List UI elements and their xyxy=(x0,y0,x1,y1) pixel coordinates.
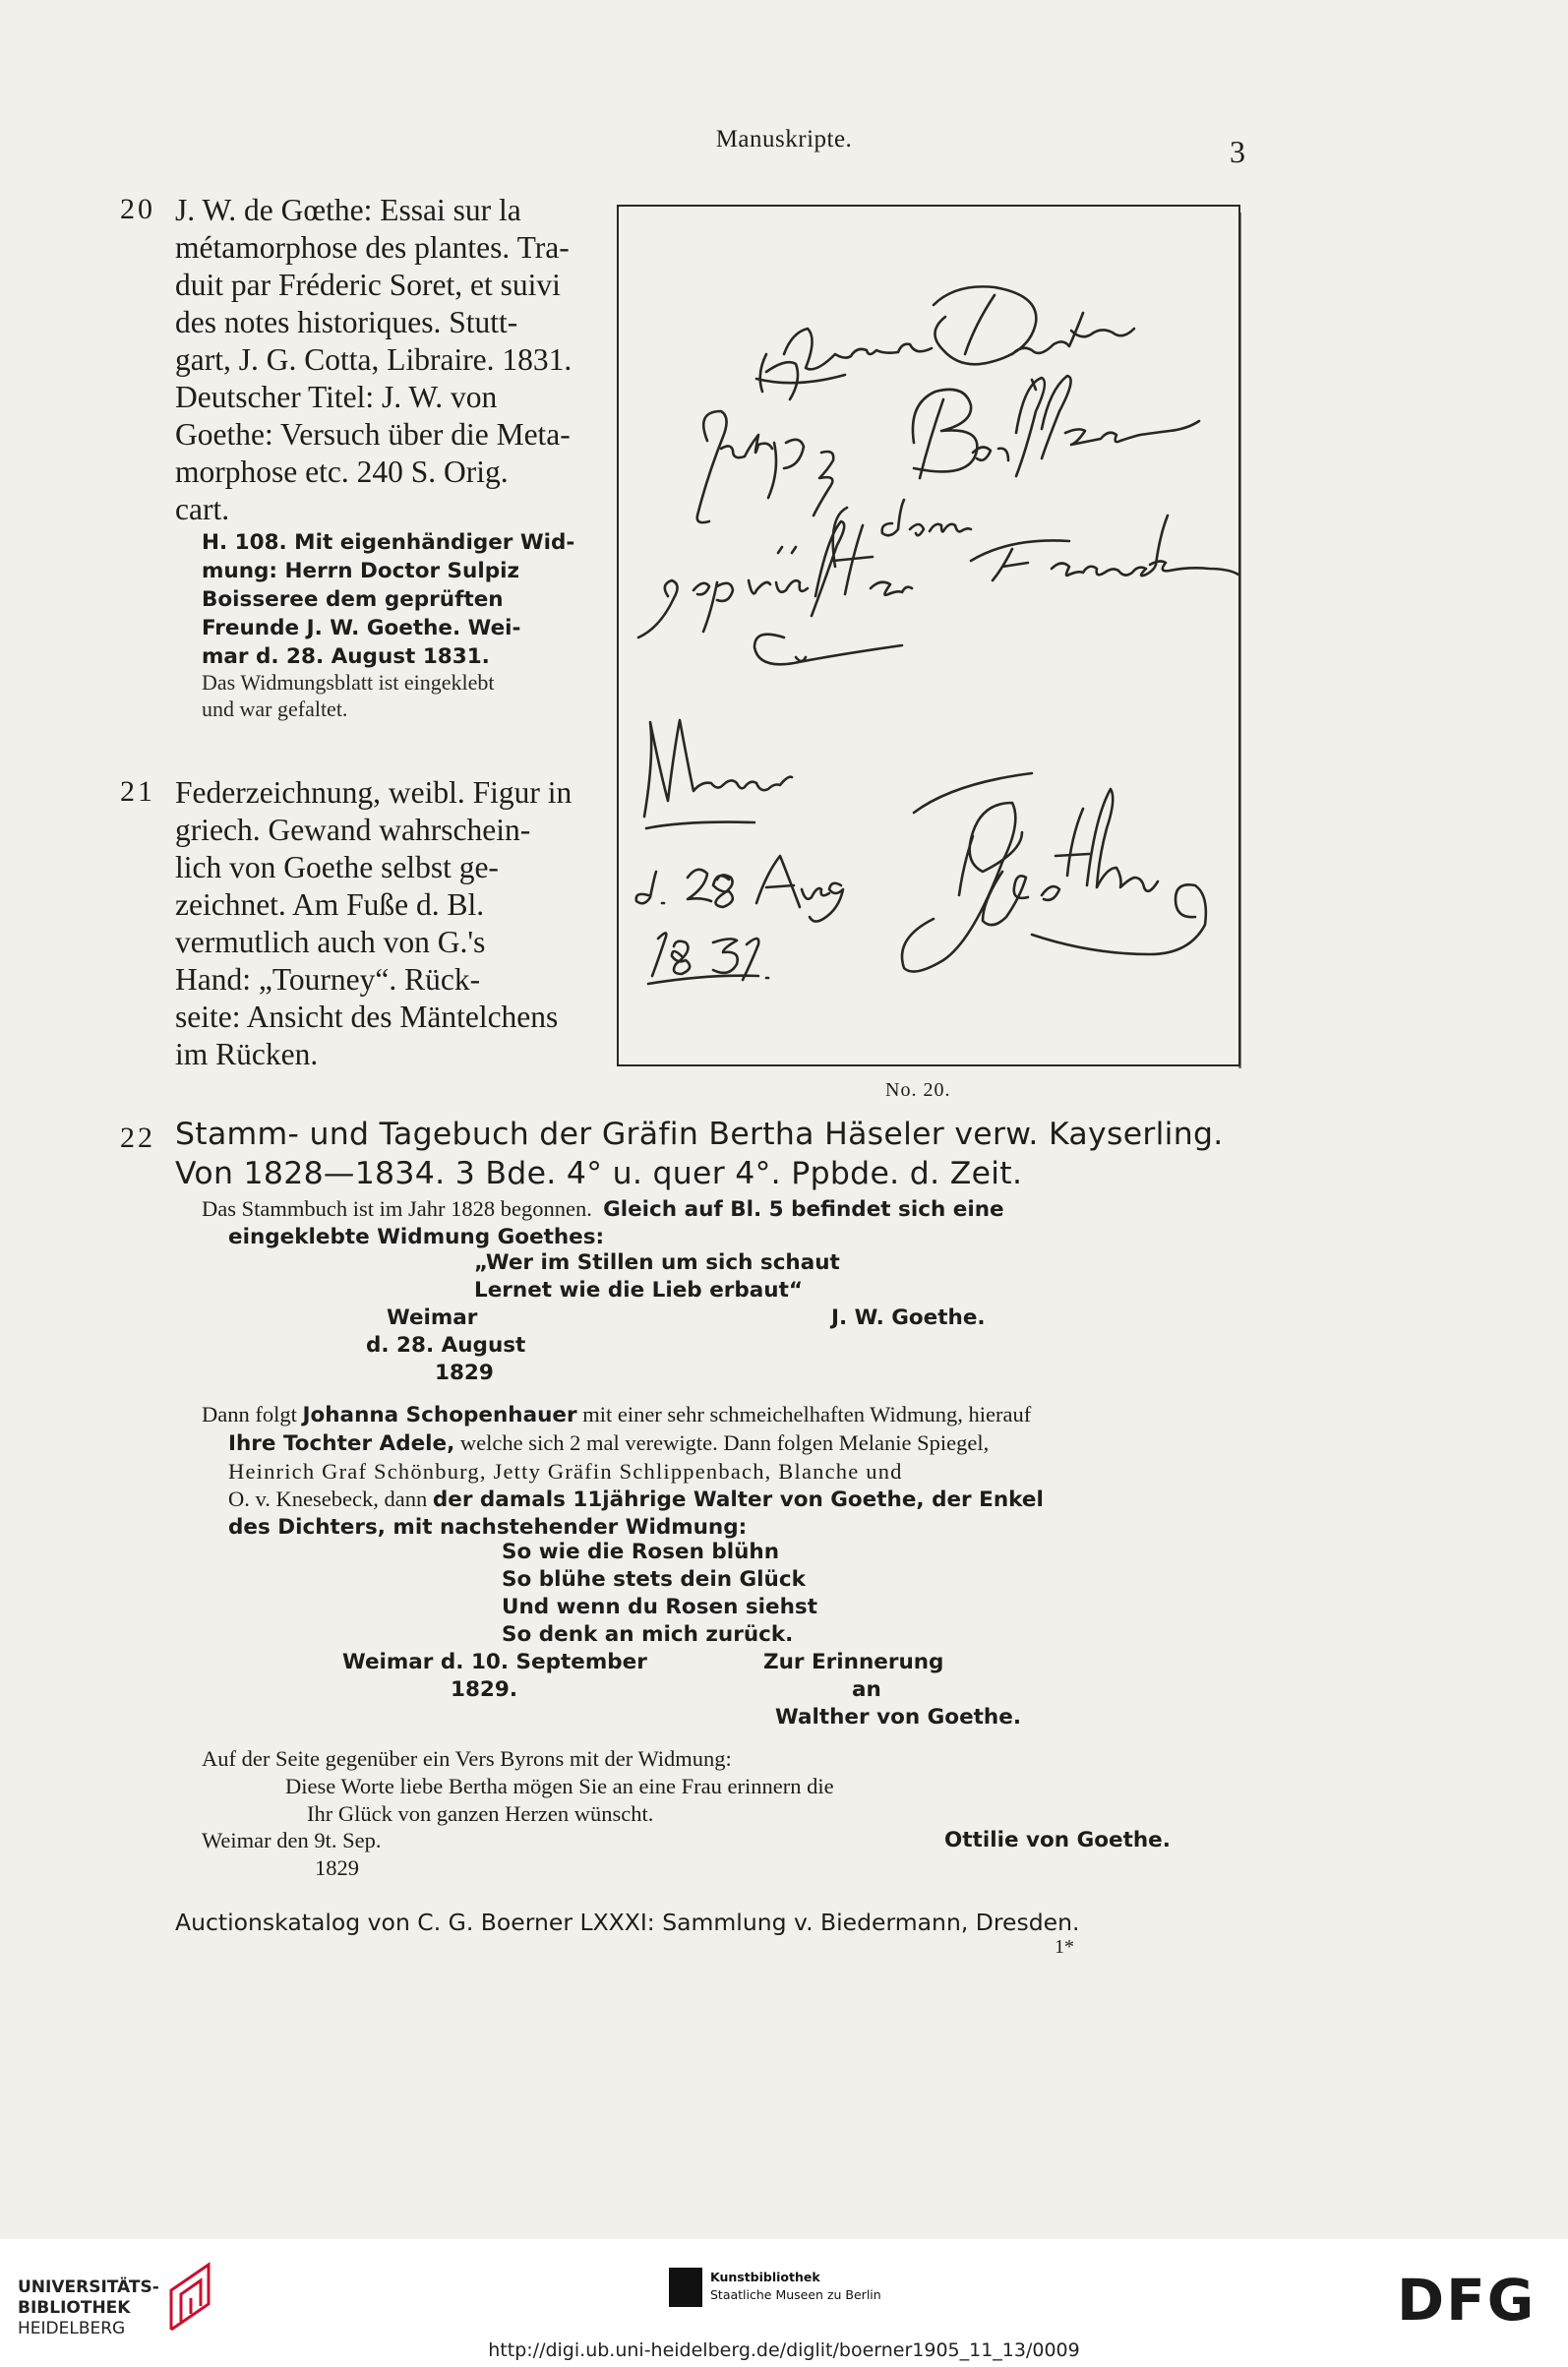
kunstbibliothek-logo-text xyxy=(710,2269,881,2304)
logo-line: BIBLIOTHEK xyxy=(18,2298,131,2318)
byron-dedication xyxy=(285,1773,834,1828)
poem-1-date: d. 28. August xyxy=(366,1333,526,1358)
entry-21-text xyxy=(175,774,594,1073)
poem-2-line: So blühe stets dein Glück xyxy=(502,1567,806,1592)
p2-text: mit einer sehr schmeichelhaften Widmung, hierauf xyxy=(582,1402,1032,1426)
entry-20-line: métamorphose des plantes. Tra- xyxy=(175,230,570,265)
poem-2-line: So denk an mich zurück. xyxy=(502,1622,794,1647)
entry-20-text xyxy=(175,192,594,528)
entry-21-line: im Rücken. xyxy=(175,1037,319,1071)
entry-20-line: cart. xyxy=(175,492,230,526)
poem-1-line: Lernet wie die Lieb erbaut“ xyxy=(474,1278,803,1303)
p3-line: Diese Worte liebe Bertha mögen Sie an eine Frau erinnern die xyxy=(285,1774,834,1798)
entry-22-paragraph-3 xyxy=(202,1745,1254,1773)
p2-text: welche sich 2 mal verewigte. Dann folgen Melanie Spiegel, xyxy=(459,1430,990,1455)
p3-signature: Ottilie von Goethe. xyxy=(944,1828,1171,1852)
poem-2-line: So wie die Rosen blühn xyxy=(502,1540,780,1564)
handwritten-dedication-image xyxy=(619,207,1238,1064)
logo-line: Staatliche Museen zu Berlin xyxy=(710,2287,881,2302)
poem-1-place: Weimar xyxy=(387,1305,478,1330)
p3-line: Auf der Seite gegenüber ein Vers Byrons mit der Widmung: xyxy=(202,1746,732,1771)
source-url: http://digi.ub.uni-heidelberg.de/diglit/boerner1905_11_13/0009 xyxy=(488,2339,1080,2361)
note-bold-line: Boisseree dem geprüften xyxy=(202,587,504,612)
p2-text: O. v. Knesebeck, dann xyxy=(228,1487,428,1511)
p2-text: Heinrich Graf Schönburg, Jetty Gräfin Schlippenbach, Blanche und xyxy=(228,1459,903,1484)
p3-place: Weimar den 9t. Sep. xyxy=(202,1828,382,1852)
poem-1-line: „Wer im Stillen um sich schaut xyxy=(474,1250,840,1275)
entry-number-22: 22 xyxy=(120,1122,155,1154)
entry-21-line: vermutlich auch von G.'s xyxy=(175,925,486,959)
poem-2-right-1: Zur Erinnerung xyxy=(763,1650,944,1674)
poem-1-year: 1829 xyxy=(435,1361,494,1385)
p1-bold-2: eingeklebte Widmung Goethes: xyxy=(228,1225,605,1249)
poem-2-place: Weimar d. 10. September xyxy=(342,1650,647,1674)
poem-1 xyxy=(474,1249,966,1305)
p1-start: Das Stammbuch ist im Jahr 1828 begonnen. xyxy=(202,1196,592,1221)
poem-2-right-3: Walther von Goethe. xyxy=(775,1705,1021,1730)
p2-bold-line: des Dichters, mit nachstehender Widmung: xyxy=(228,1515,748,1540)
note-bold-line: Freunde J. W. Goethe. Wei- xyxy=(202,616,521,640)
dfg-logo: DFG xyxy=(1397,2267,1537,2334)
entry-20-line: morphose etc. 240 S. Orig. xyxy=(175,455,509,489)
note-bold-line: mar d. 28. August 1831. xyxy=(202,644,490,669)
p3-year: 1829 xyxy=(315,1855,359,1880)
entry-21-line: lich von Goethe selbst ge- xyxy=(175,850,499,884)
logo-line: HEIDELBERG xyxy=(18,2319,126,2338)
entry-20-note-bold xyxy=(202,528,595,671)
entry-20-line: des notes historiques. Stutt- xyxy=(175,305,518,339)
entry-22-paragraph-1 xyxy=(202,1195,1254,1251)
logo-line: UNIVERSITÄTS- xyxy=(18,2277,159,2297)
entry-20-line: Goethe: Versuch über die Meta- xyxy=(175,417,571,452)
ub-heidelberg-logo-text xyxy=(18,2277,159,2339)
entry-22-paragraph-2 xyxy=(202,1401,1254,1542)
entry-20-line: gart, J. G. Cotta, Libraire. 1831. xyxy=(175,342,573,377)
plate-caption: No. 20. xyxy=(885,1079,951,1101)
kunstbibliothek-logo-icon xyxy=(669,2268,702,2307)
note-small-line: Das Widmungsblatt ist eingeklebt xyxy=(202,670,495,695)
entry-21-line: Federzeichnung, weibl. Figur in xyxy=(175,775,573,810)
entry-22-title-line: Stamm- und Tagebuch der Gräfin Bertha Häseler verw. Kayserling. xyxy=(175,1117,1224,1152)
entry-20-line: J. W. de Gœthe: Essai sur la xyxy=(175,193,521,227)
entry-22-title-line: Von 1828—1834. 3 Bde. 4° u. quer 4°. Ppbde. d. Zeit. xyxy=(175,1156,1023,1191)
poem-2-year: 1829. xyxy=(451,1677,518,1702)
entry-21-line: zeichnet. Am Fuße d. Bl. xyxy=(175,887,485,922)
logo-line: Kunstbibliothek xyxy=(710,2270,820,2284)
ub-heidelberg-logo-mark-icon xyxy=(165,2261,220,2334)
p2-text: Dann folgt xyxy=(202,1402,297,1426)
note-bold-line: mung: Herrn Doctor Sulpiz xyxy=(202,559,519,583)
p3-line: Ihr Glück von ganzen Herzen wünscht. xyxy=(307,1801,654,1826)
running-head: Manuskripte. xyxy=(715,126,853,152)
note-small-line: und war gefaltet. xyxy=(202,697,348,721)
note-bold-line: H. 108. Mit eigenhändiger Wid- xyxy=(202,530,575,555)
entry-21-line: Hand: „Tourney“. Rück- xyxy=(175,962,481,997)
entry-22-title xyxy=(175,1115,1257,1193)
p2-name-adele: Ihre Tochter Adele, xyxy=(228,1431,455,1456)
poem-2 xyxy=(502,1539,915,1649)
p2-name-schopenhauer: Johanna Schopenhauer xyxy=(302,1403,577,1427)
page-number: 3 xyxy=(1230,134,1245,169)
poem-2-line: Und wenn du Rosen siehst xyxy=(502,1595,817,1619)
catalog-footer: Auctionskatalog von C. G. Boerner LXXXI: Sammlung v. Biedermann, Dresden. xyxy=(175,1909,1080,1936)
entry-20-note-small xyxy=(202,669,595,722)
entry-number-20: 20 xyxy=(120,193,155,225)
sheet-signature: 1* xyxy=(1055,1936,1074,1958)
entry-21-line: griech. Gewand wahrschein- xyxy=(175,813,531,847)
p2-name-walter: der damals 11jährige Walter von Goethe, der Enkel xyxy=(432,1487,1044,1512)
poem-2-right-2: an xyxy=(852,1677,881,1702)
entry-21-line: seite: Ansicht des Mäntelchens xyxy=(175,1000,559,1034)
p1-bold: Gleich auf Bl. 5 befindet sich eine xyxy=(603,1197,1004,1222)
entry-20-line: duit par Fréderic Soret, et suivi xyxy=(175,268,561,302)
entry-20-line: Deutscher Titel: J. W. von xyxy=(175,380,498,414)
entry-number-21: 21 xyxy=(120,775,155,808)
poem-1-signature: J. W. Goethe. xyxy=(831,1305,986,1330)
